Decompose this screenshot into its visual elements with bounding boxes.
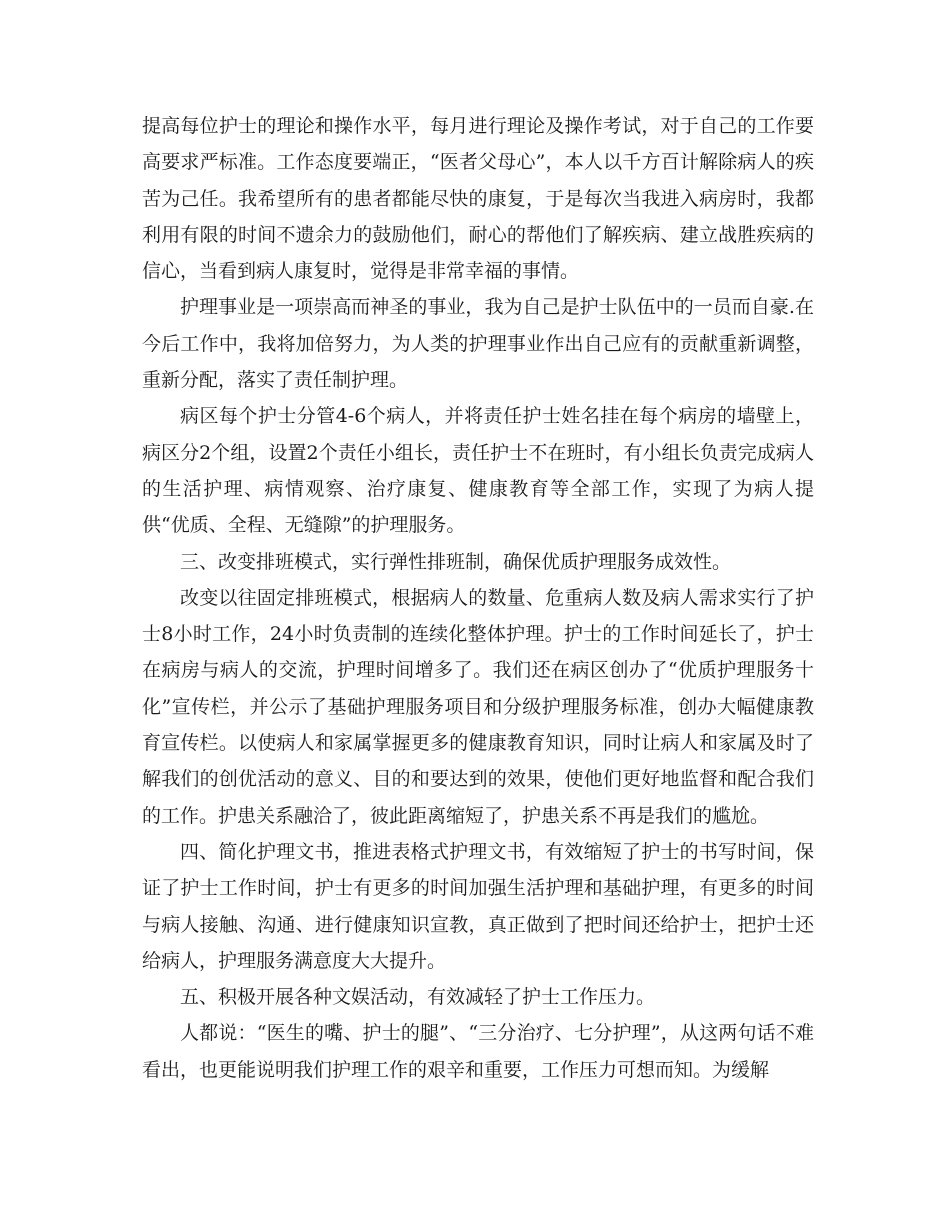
- section-heading-4: 四、简化护理文书，推进表格式护理文书，有效缩短了护士的书写时间，保证了护士工作时间，护士有更多的时间加强生活护理和基础护理，有更多的时间与病人接触、沟通、进行健康知识宣教，真正做到了把时间还给护士，把护士还给病人，护理服务满意度大大提升。: [142, 840, 814, 972]
- paragraph-3: 病区每个护士分管4-6个病人，并将责任护士姓名挂在每个病房的墙壁上，病区分2个组，设置2个责任小组长，责任护士不在班时，有小组长负责完成病人的生活护理、病情观察、治疗康复、健康教育等全部工作，实现了为病人提供“优质、全程、无缝隙”的护理服务。: [142, 405, 814, 537]
- paragraph-2: 护理事业是一项崇高而神圣的事业，我为自己是护士队伍中的一员而自豪.在今后工作中，我将加倍努力，为人类的护理事业作出自己应有的贡献重新调整，重新分配，落实了责任制护理。: [142, 296, 814, 392]
- paragraph-8: 人都说：“医生的嘴、护士的腿”、“三分治疗、七分护理”，从这两句话不难看出，也更能说明我们护理工作的艰辛和重要，工作压力可想而知。为缓解: [142, 1022, 814, 1081]
- section-heading-3: 三、改变排班模式，实行弹性排班制，确保优质护理服务成效性。: [180, 550, 732, 573]
- paragraph-5: 改变以往固定排班模式，根据病人的数量、危重病人数及病人需求实行了护士8小时工作，24小时负责制的连续化整体护理。护士的工作时间延长了，护士在病房与病人的交流，护理时间增多了。我们还在病区创办了“优质护理服务十化”宣传栏，并公示了基础护理服务项目和分级护理服务标准，创办大幅健康教育宣传栏。以使病人和家属掌握更多的健康教育知识，同时让病人和家属及时了解我们的创优活动的意义、目的和要达到的效果，使他们更好地监督和配合我们的工作。护患关系融洽了，彼此距离缩短了，护患关系不再是我们的尴尬。: [142, 586, 814, 827]
- document-page: [142, 108, 814, 1088]
- section-heading-5: 五、积极开展各种文娱活动，有效减轻了护士工作压力。: [180, 986, 656, 1009]
- paragraph-1: 提高每位护士的理论和操作水平，每月进行理论及操作考试，对于自己的工作要高要求严标准。工作态度要端正，“医者父母心”，本人以千方百计解除病人的疾苦为己任。我希望所有的患者都能尽快的康复，于是每次当我进入病房时，我都利用有限的时间不遗余力的鼓励他们，耐心的帮他们了解疾病、建立战胜疾病的信心，当看到病人康复时，觉得是非常幸福的事情。: [142, 115, 814, 283]
